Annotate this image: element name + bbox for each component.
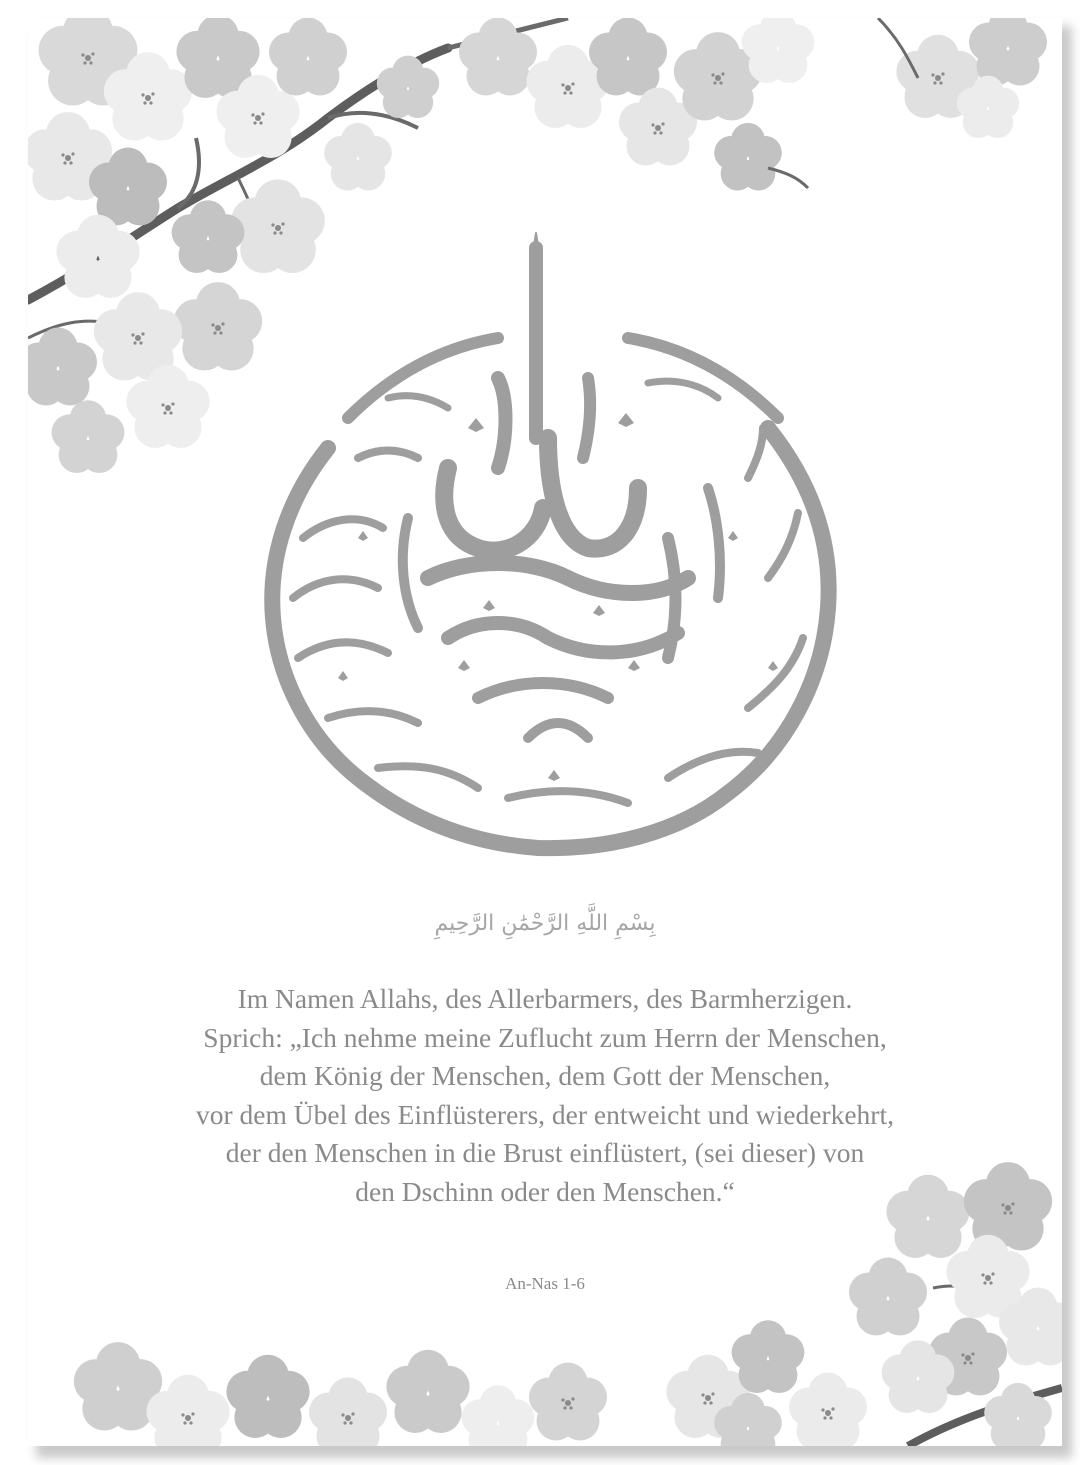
translation-line: dem König der Menschen, dem Gott der Menschen, <box>259 1060 831 1091</box>
calligraphy-medallion-icon <box>28 18 1062 1446</box>
bismillah-heading: بِسْمِ اللَّهِ الرَّحْمَٰنِ الرَّحِيمِ <box>434 911 656 936</box>
translation-line: Sprich: „Ich nehme meine Zuflucht zum Herrn der Menschen, <box>203 1021 887 1053</box>
translation-line: der den Menschen in die Brust einflüstert, (sei dieser) von <box>225 1137 865 1168</box>
translation-line: den Dschinn oder den Menschen.“ <box>355 1175 735 1207</box>
translation-text <box>88 980 1002 1211</box>
translation-line: Im Namen Allahs, des Allerbarmers, des Barmherzigen. <box>237 983 853 1014</box>
poster <box>28 18 1062 1446</box>
translation-line: vor dem Übel des Einflüsterers, der entweicht und wiederkehrt, <box>196 1098 894 1130</box>
verse-reference: An-Nas 1-6 <box>505 1274 585 1293</box>
